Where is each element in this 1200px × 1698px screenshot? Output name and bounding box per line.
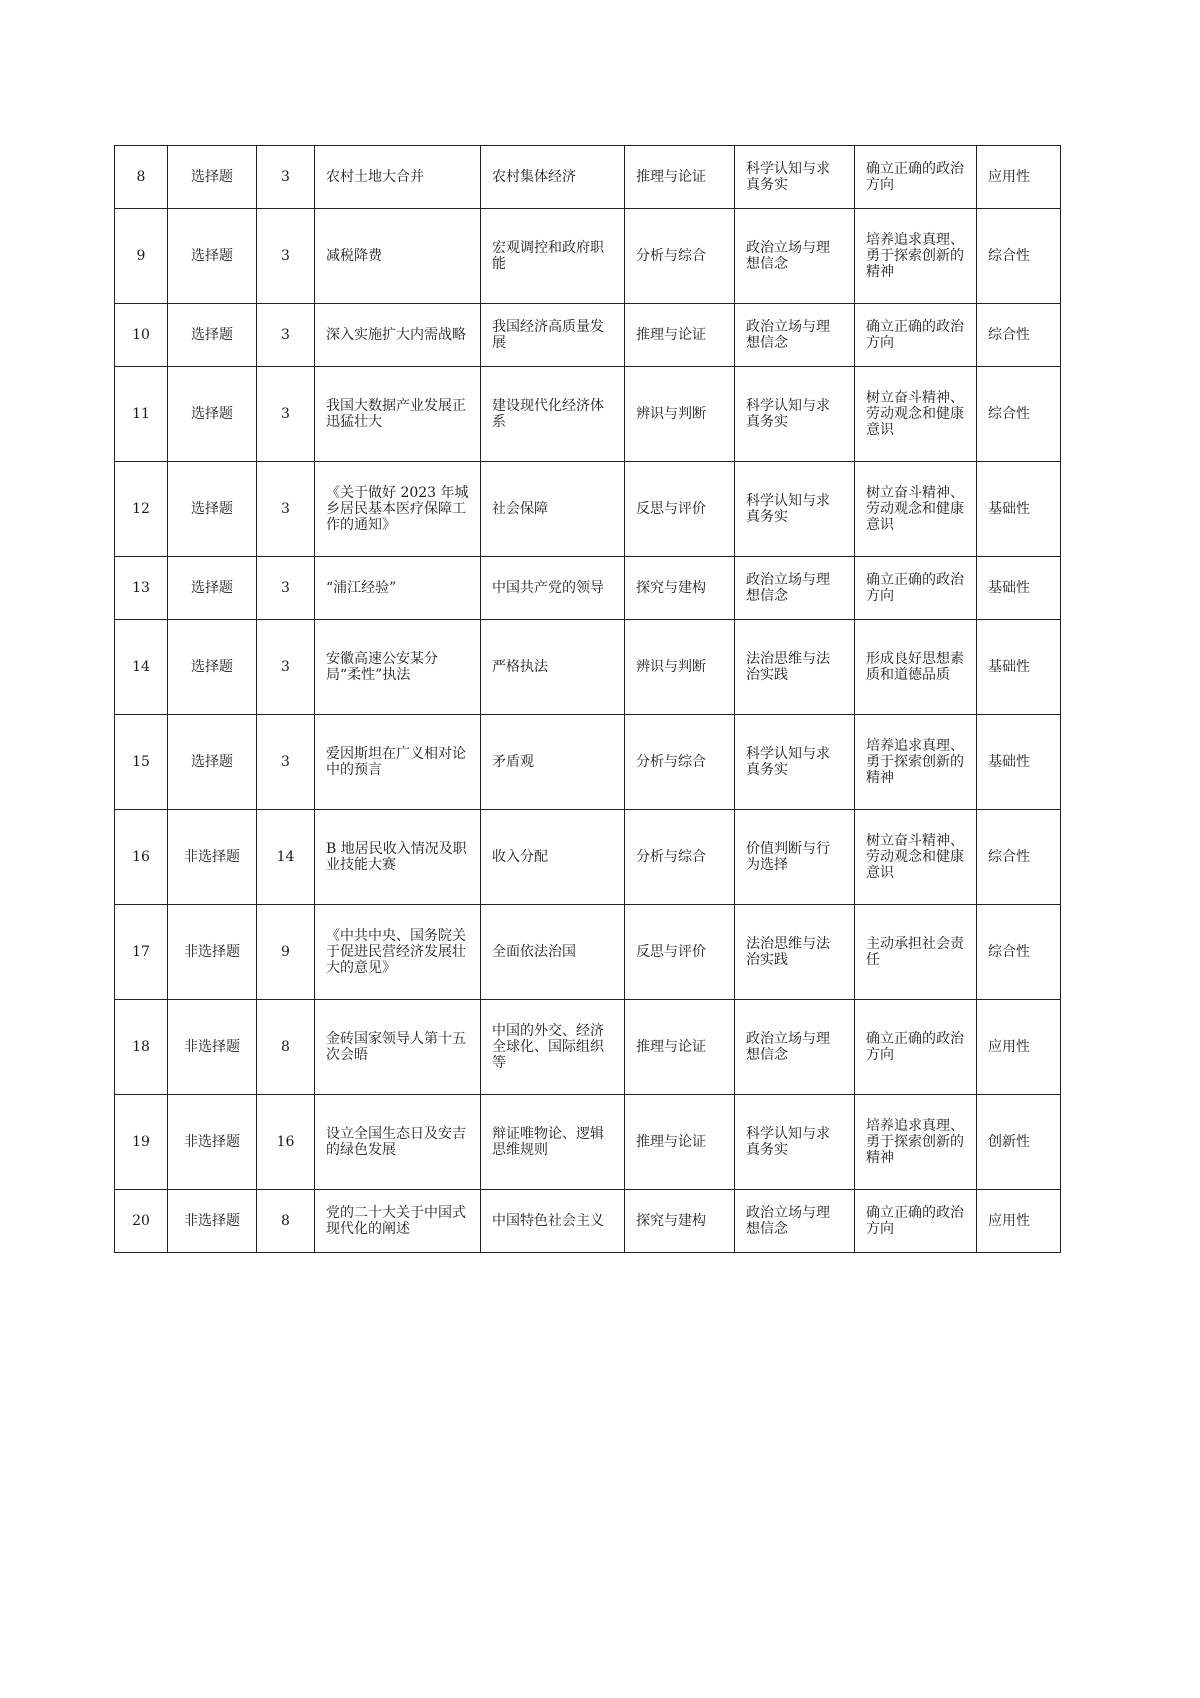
question-number: 12	[115, 462, 168, 557]
core-literacy: 法治思维与法治实践	[735, 620, 855, 715]
table-row	[115, 810, 1061, 905]
key-ability: 分析与综合	[625, 715, 735, 810]
key-ability: 分析与综合	[625, 810, 735, 905]
question-material: 我国大数据产业发展正迅猛壮大	[315, 367, 481, 462]
knowledge-point: 矛盾观	[481, 715, 625, 810]
knowledge-point: 社会保障	[481, 462, 625, 557]
question-score: 3	[257, 557, 315, 620]
assessment-level: 基础性	[977, 462, 1061, 557]
core-literacy: 科学认知与求真务实	[735, 146, 855, 209]
core-value: 形成良好思想素质和道德品质	[855, 620, 977, 715]
question-number: 18	[115, 1000, 168, 1095]
question-score: 16	[257, 1095, 315, 1190]
knowledge-point: 辩证唯物论、逻辑思维规则	[481, 1095, 625, 1190]
core-value: 确立正确的政治方向	[855, 557, 977, 620]
key-ability: 推理与论证	[625, 304, 735, 367]
assessment-level: 综合性	[977, 304, 1061, 367]
question-number: 10	[115, 304, 168, 367]
core-value: 树立奋斗精神、劳动观念和健康意识	[855, 462, 977, 557]
core-literacy: 政治立场与理想信念	[735, 304, 855, 367]
table-row	[115, 462, 1061, 557]
table-row	[115, 1095, 1061, 1190]
assessment-level: 应用性	[977, 1000, 1061, 1095]
knowledge-point: 中国共产党的领导	[481, 557, 625, 620]
knowledge-point: 收入分配	[481, 810, 625, 905]
question-number: 15	[115, 715, 168, 810]
question-material: 金砖国家领导人第十五次会晤	[315, 1000, 481, 1095]
question-type: 选择题	[168, 367, 257, 462]
knowledge-point: 我国经济高质量发展	[481, 304, 625, 367]
knowledge-point: 宏观调控和政府职能	[481, 209, 625, 304]
question-type: 非选择题	[168, 810, 257, 905]
question-type: 非选择题	[168, 1190, 257, 1253]
core-literacy: 科学认知与求真务实	[735, 715, 855, 810]
question-type: 选择题	[168, 620, 257, 715]
question-number: 16	[115, 810, 168, 905]
core-value: 确立正确的政治方向	[855, 1190, 977, 1253]
core-literacy: 价值判断与行为选择	[735, 810, 855, 905]
question-score: 9	[257, 905, 315, 1000]
question-material: 安徽高速公安某分局“柔性”执法	[315, 620, 481, 715]
assessment-level: 基础性	[977, 715, 1061, 810]
question-type: 选择题	[168, 715, 257, 810]
table-row	[115, 715, 1061, 810]
assessment-level: 应用性	[977, 1190, 1061, 1253]
question-type: 非选择题	[168, 1000, 257, 1095]
question-type: 选择题	[168, 209, 257, 304]
table-row	[115, 905, 1061, 1000]
table-row	[115, 557, 1061, 620]
question-number: 20	[115, 1190, 168, 1253]
knowledge-point: 中国特色社会主义	[481, 1190, 625, 1253]
knowledge-point: 建设现代化经济体系	[481, 367, 625, 462]
key-ability: 推理与论证	[625, 1000, 735, 1095]
knowledge-point: 全面依法治国	[481, 905, 625, 1000]
question-score: 3	[257, 462, 315, 557]
key-ability: 推理与论证	[625, 146, 735, 209]
assessment-level: 创新性	[977, 1095, 1061, 1190]
question-type: 选择题	[168, 462, 257, 557]
question-score: 3	[257, 146, 315, 209]
core-literacy: 科学认知与求真务实	[735, 1095, 855, 1190]
question-material: 设立全国生态日及安吉的绿色发展	[315, 1095, 481, 1190]
key-ability: 辨识与判断	[625, 620, 735, 715]
question-number: 19	[115, 1095, 168, 1190]
question-score: 3	[257, 620, 315, 715]
table-row	[115, 146, 1061, 209]
question-score: 3	[257, 304, 315, 367]
key-ability: 探究与建构	[625, 1190, 735, 1253]
core-value: 培养追求真理、勇于探索创新的精神	[855, 1095, 977, 1190]
question-number: 13	[115, 557, 168, 620]
question-type: 非选择题	[168, 1095, 257, 1190]
table-row	[115, 304, 1061, 367]
question-material: 减税降费	[315, 209, 481, 304]
core-literacy: 科学认知与求真务实	[735, 462, 855, 557]
table-row	[115, 1000, 1061, 1095]
key-ability: 反思与评价	[625, 462, 735, 557]
question-score: 14	[257, 810, 315, 905]
core-literacy: 科学认知与求真务实	[735, 367, 855, 462]
question-number: 9	[115, 209, 168, 304]
core-value: 确立正确的政治方向	[855, 1000, 977, 1095]
assessment-level: 综合性	[977, 367, 1061, 462]
core-value: 主动承担社会责任	[855, 905, 977, 1000]
question-material: 《关于做好 2023 年城乡居民基本医疗保障工作的通知》	[315, 462, 481, 557]
core-literacy: 法治思维与法治实践	[735, 905, 855, 1000]
assessment-level: 综合性	[977, 209, 1061, 304]
question-material: 《中共中央、国务院关于促进民营经济发展壮大的意见》	[315, 905, 481, 1000]
assessment-level: 综合性	[977, 810, 1061, 905]
question-number: 8	[115, 146, 168, 209]
question-type: 选择题	[168, 557, 257, 620]
question-material: 党的二十大关于中国式现代化的阐述	[315, 1190, 481, 1253]
question-type: 选择题	[168, 304, 257, 367]
question-score: 8	[257, 1000, 315, 1095]
table-row	[115, 620, 1061, 715]
question-material: “浦江经验”	[315, 557, 481, 620]
table-row	[115, 367, 1061, 462]
question-type: 非选择题	[168, 905, 257, 1000]
assessment-level: 综合性	[977, 905, 1061, 1000]
question-score: 8	[257, 1190, 315, 1253]
key-ability: 分析与综合	[625, 209, 735, 304]
question-score: 3	[257, 367, 315, 462]
question-material: 爱因斯坦在广义相对论中的预言	[315, 715, 481, 810]
core-value: 确立正确的政治方向	[855, 146, 977, 209]
question-number: 17	[115, 905, 168, 1000]
question-number: 14	[115, 620, 168, 715]
knowledge-point: 中国的外交、经济全球化、国际组织等	[481, 1000, 625, 1095]
table-row	[115, 209, 1061, 304]
assessment-level: 基础性	[977, 620, 1061, 715]
knowledge-point: 农村集体经济	[481, 146, 625, 209]
core-value: 树立奋斗精神、劳动观念和健康意识	[855, 367, 977, 462]
core-value: 培养追求真理、勇于探索创新的精神	[855, 209, 977, 304]
question-material: 农村土地大合并	[315, 146, 481, 209]
question-material: 深入实施扩大内需战略	[315, 304, 481, 367]
question-number: 11	[115, 367, 168, 462]
core-literacy: 政治立场与理想信念	[735, 209, 855, 304]
table-row	[115, 1190, 1061, 1253]
key-ability: 探究与建构	[625, 557, 735, 620]
key-ability: 反思与评价	[625, 905, 735, 1000]
question-score: 3	[257, 715, 315, 810]
question-score: 3	[257, 209, 315, 304]
core-value: 确立正确的政治方向	[855, 304, 977, 367]
exam-specification-table	[114, 145, 1061, 1253]
question-material: B 地居民收入情况及职业技能大赛	[315, 810, 481, 905]
key-ability: 推理与论证	[625, 1095, 735, 1190]
core-value: 树立奋斗精神、劳动观念和健康意识	[855, 810, 977, 905]
core-literacy: 政治立场与理想信念	[735, 557, 855, 620]
assessment-level: 应用性	[977, 146, 1061, 209]
assessment-level: 基础性	[977, 557, 1061, 620]
question-type: 选择题	[168, 146, 257, 209]
knowledge-point: 严格执法	[481, 620, 625, 715]
key-ability: 辨识与判断	[625, 367, 735, 462]
core-value: 培养追求真理、勇于探索创新的精神	[855, 715, 977, 810]
core-literacy: 政治立场与理想信念	[735, 1000, 855, 1095]
core-literacy: 政治立场与理想信念	[735, 1190, 855, 1253]
